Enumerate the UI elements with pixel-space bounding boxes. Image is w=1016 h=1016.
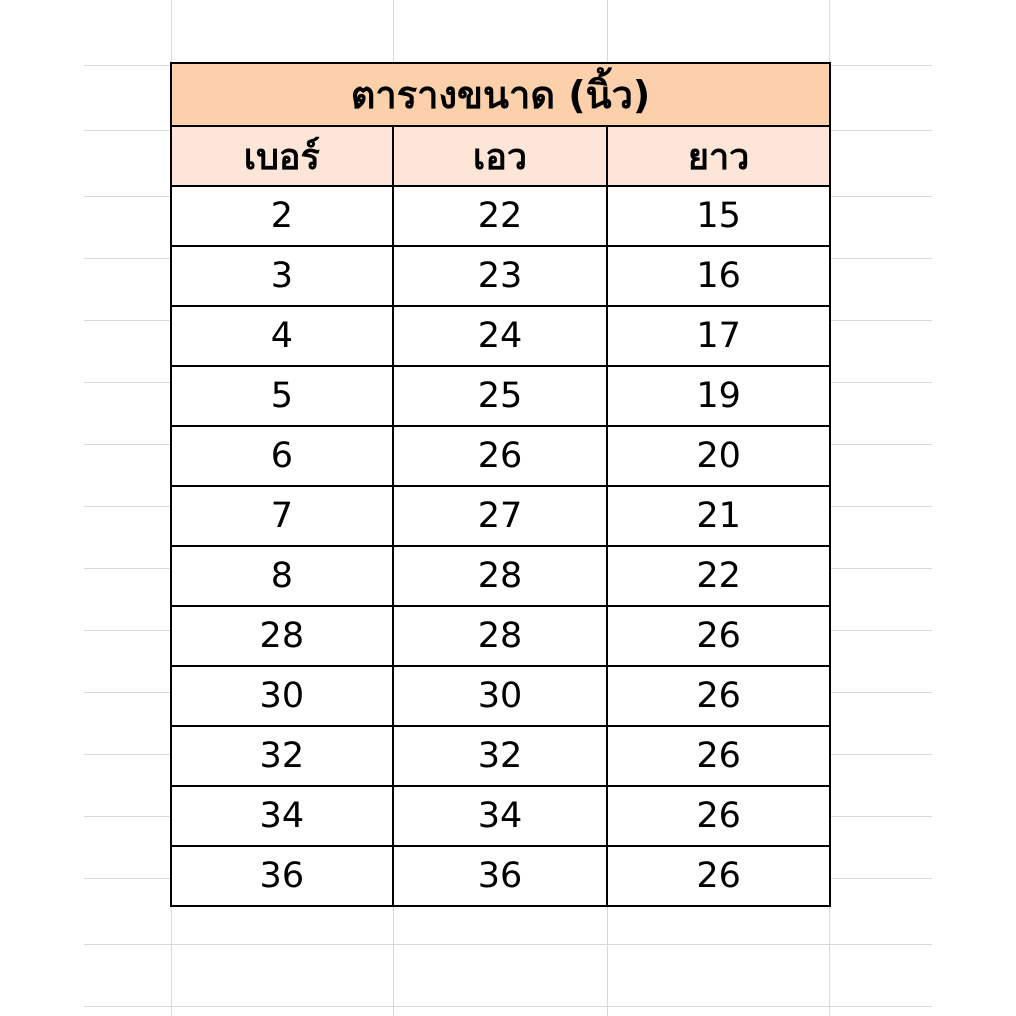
table-title[interactable]: ตารางขนาด (นิ้ว) <box>171 63 830 126</box>
cell-waist[interactable]: 34 <box>393 786 608 846</box>
table-row <box>171 606 830 666</box>
header-waist[interactable]: เอว <box>393 126 608 186</box>
cell-size[interactable]: 3 <box>171 246 393 306</box>
table-row <box>171 786 830 846</box>
table-row <box>171 666 830 726</box>
cell-length[interactable]: 26 <box>607 786 830 846</box>
cell-waist[interactable]: 25 <box>393 366 608 426</box>
header-row <box>171 126 830 186</box>
gridline-horizontal <box>84 944 932 945</box>
table-row <box>171 186 830 246</box>
cell-size[interactable]: 7 <box>171 486 393 546</box>
cell-size[interactable]: 5 <box>171 366 393 426</box>
cell-size[interactable]: 4 <box>171 306 393 366</box>
cell-size[interactable]: 6 <box>171 426 393 486</box>
cell-size[interactable]: 32 <box>171 726 393 786</box>
cell-length[interactable]: 16 <box>607 246 830 306</box>
cell-size[interactable]: 30 <box>171 666 393 726</box>
cell-length[interactable]: 26 <box>607 666 830 726</box>
cell-waist[interactable]: 30 <box>393 666 608 726</box>
table-row <box>171 306 830 366</box>
cell-length[interactable]: 17 <box>607 306 830 366</box>
cell-waist[interactable]: 26 <box>393 426 608 486</box>
cell-waist[interactable]: 28 <box>393 606 608 666</box>
cell-size[interactable]: 36 <box>171 846 393 906</box>
cell-length[interactable]: 21 <box>607 486 830 546</box>
table-row <box>171 426 830 486</box>
cell-waist[interactable]: 28 <box>393 546 608 606</box>
table-row <box>171 846 830 906</box>
cell-size[interactable]: 8 <box>171 546 393 606</box>
cell-size[interactable]: 28 <box>171 606 393 666</box>
cell-length[interactable]: 26 <box>607 726 830 786</box>
header-size[interactable]: เบอร์ <box>171 126 393 186</box>
table-row <box>171 366 830 426</box>
table-row <box>171 726 830 786</box>
header-length[interactable]: ยาว <box>607 126 830 186</box>
gridline-horizontal <box>84 1006 932 1007</box>
table-body <box>171 186 830 906</box>
cell-length[interactable]: 22 <box>607 546 830 606</box>
cell-waist[interactable]: 23 <box>393 246 608 306</box>
cell-length[interactable]: 19 <box>607 366 830 426</box>
table-row <box>171 486 830 546</box>
size-chart-table <box>170 62 831 907</box>
cell-length[interactable]: 20 <box>607 426 830 486</box>
table-row <box>171 546 830 606</box>
cell-length[interactable]: 26 <box>607 846 830 906</box>
cell-waist[interactable]: 22 <box>393 186 608 246</box>
cell-size[interactable]: 34 <box>171 786 393 846</box>
cell-waist[interactable]: 32 <box>393 726 608 786</box>
cell-waist[interactable]: 24 <box>393 306 608 366</box>
cell-waist[interactable]: 27 <box>393 486 608 546</box>
cell-length[interactable]: 26 <box>607 606 830 666</box>
cell-size[interactable]: 2 <box>171 186 393 246</box>
table-row <box>171 246 830 306</box>
title-row <box>171 63 830 126</box>
cell-length[interactable]: 15 <box>607 186 830 246</box>
cell-waist[interactable]: 36 <box>393 846 608 906</box>
